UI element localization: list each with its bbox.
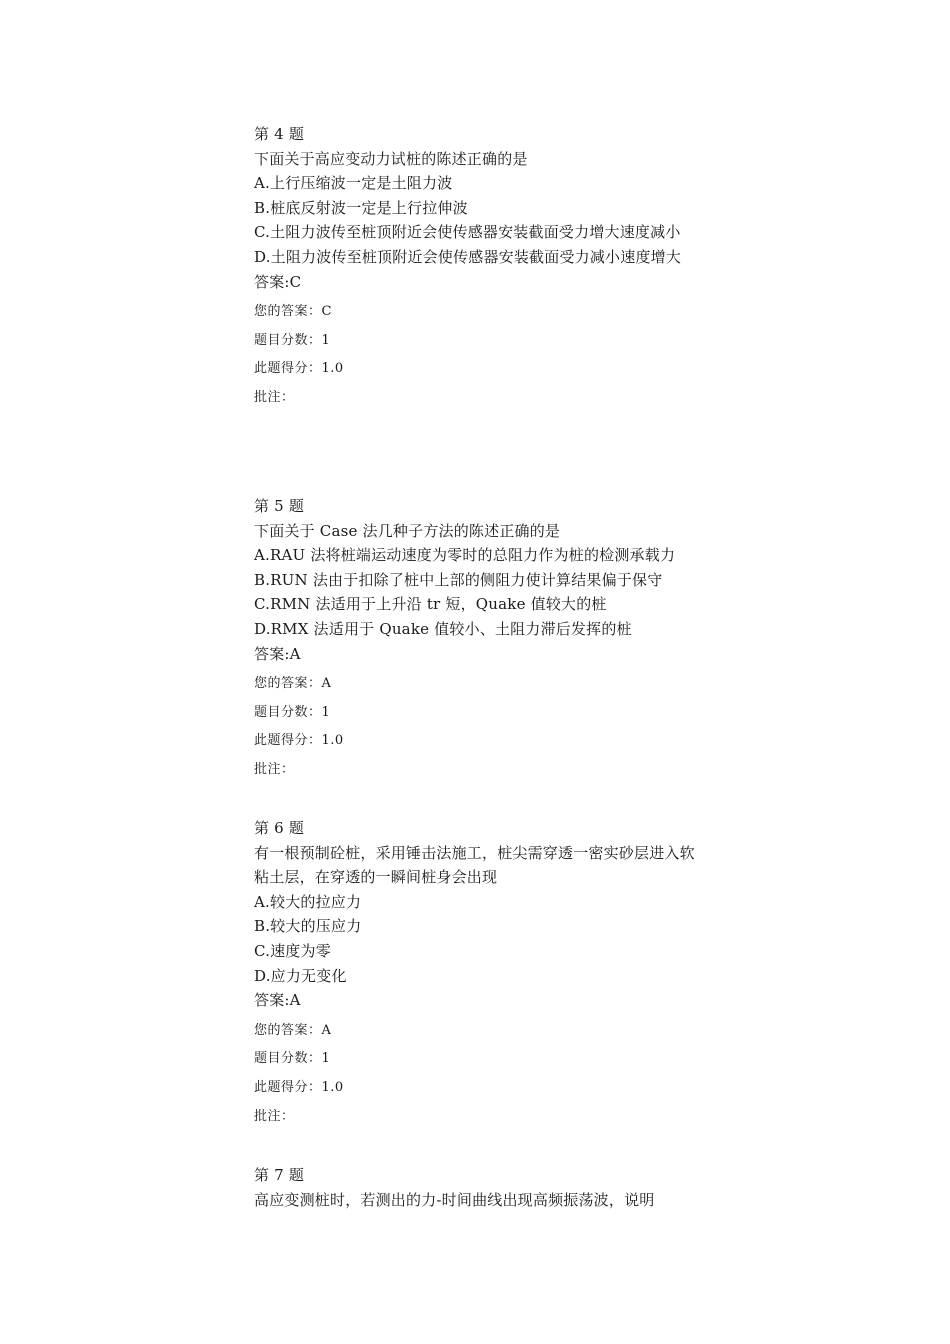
question-score: 题目分数：1: [254, 1051, 331, 1067]
question-number: 第 4 题: [254, 125, 305, 143]
option-c: C.速度为零: [254, 941, 331, 960]
question-number: 第 5 题: [254, 497, 305, 515]
option-c: C.RMN 法适用于上升沿 tr 短，Quake 值较大的桩: [254, 595, 607, 614]
question-number: 第 6 题: [254, 819, 305, 837]
your-answer: 您的答案：C: [254, 304, 332, 320]
option-d: D.土阻力波传至桩顶附近会使传感器安装截面受力减小速度增大: [254, 247, 682, 266]
question-4: [254, 122, 714, 419]
earned-score: 此题得分：1.0: [254, 1079, 344, 1095]
question-6: [254, 816, 714, 1137]
option-b: B.桩底反射波一定是上行拉伸波: [254, 198, 468, 217]
option-d: D.应力无变化: [254, 966, 347, 985]
your-answer: 您的答案：A: [254, 1022, 332, 1038]
earned-score: 此题得分：1.0: [254, 733, 344, 749]
question-score: 题目分数：1: [254, 704, 331, 720]
your-answer: 您的答案：A: [254, 676, 332, 692]
question-stem: 高应变测桩时，若测出的力-时间曲线出现高频振荡波，说明: [254, 1190, 655, 1209]
option-a: A.上行压缩波一定是土阻力波: [254, 174, 453, 193]
question-stem: 下面关于高应变动力试桩的陈述正确的是: [254, 149, 528, 168]
question-stem: 有一根预制砼桩，采用锤击法施工，桩尖需穿透一密实砂层进入软粘土层，在穿透的一瞬间桩身会出现: [254, 843, 695, 887]
note: 批注：: [254, 761, 295, 777]
option-a: A.较大的拉应力: [254, 892, 362, 911]
question-7: [254, 1163, 714, 1212]
option-c: C.土阻力波传至桩顶附近会使传感器安装截面受力增大速度减小: [254, 223, 681, 242]
note: 批注：: [254, 389, 295, 405]
option-a: A.RAU 法将桩端运动速度为零时的总阻力作为桩的检测承载力: [254, 546, 676, 565]
correct-answer: 答案:A: [254, 644, 301, 663]
correct-answer: 答案:A: [254, 991, 301, 1010]
grading-info: [254, 304, 714, 406]
correct-answer: 答案:C: [254, 272, 302, 291]
question-score: 题目分数：1: [254, 332, 331, 348]
grading-info: [254, 1023, 714, 1125]
question-number: 第 7 题: [254, 1166, 305, 1184]
note: 批注：: [254, 1108, 295, 1124]
question-5: [254, 494, 714, 791]
earned-score: 此题得分：1.0: [254, 361, 344, 377]
question-stem: 下面关于 Case 法几种子方法的陈述正确的是: [254, 521, 561, 540]
option-d: D.RMX 法适用于 Quake 值较小、土阻力滞后发挥的桩: [254, 619, 632, 638]
option-b: B.较大的压应力: [254, 917, 362, 936]
grading-info: [254, 676, 714, 778]
option-b: B.RUN 法由于扣除了桩中上部的侧阻力使计算结果偏于保守: [254, 570, 663, 589]
